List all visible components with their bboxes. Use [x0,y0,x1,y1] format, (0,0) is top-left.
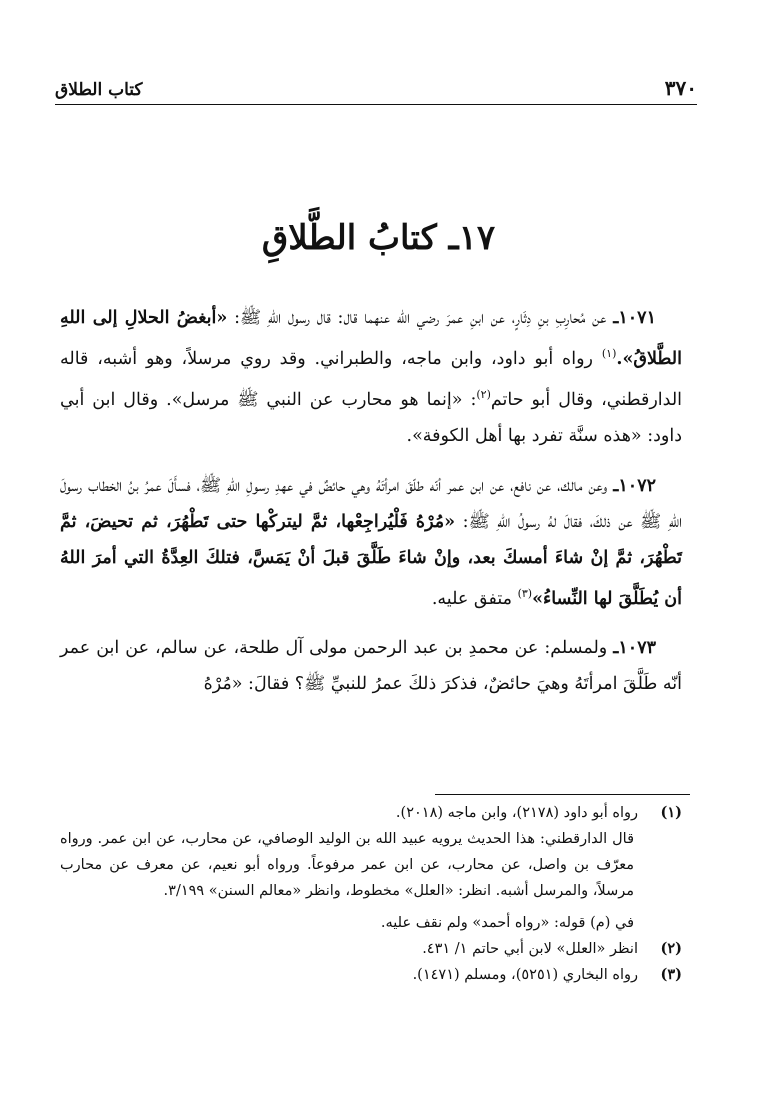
footnote-ref: (٣) [517,586,533,600]
hadith-number: ١٠٧١ـ [613,308,656,328]
running-header-title: كتاب الطلاق [55,80,143,100]
footnote-1 [60,800,682,826]
hadith-paragraph-1073 [60,630,682,702]
main-text [60,300,682,716]
hadith-quote: «أبغضُ الحلالِ إلى اللهِ الطَّلاقُ». [60,308,682,369]
footnote-3 [60,962,682,988]
footnote-1-manuscript-note: في (م) قوله: «رواه أحمد» ولم نقف عليه. [380,915,634,931]
footnote-number: (٢) [660,940,682,957]
header-divider [55,104,697,105]
footnote-number: (١) [660,804,682,821]
footnote-text: انظر «العلل» لابن أبي حاتم ١/ ٤٣١. [422,941,638,957]
paragraph-text: ولمسلم: عن محمدِ بن عبد الرحمن مولى آل طلحة، عن سالم، عن ابن عمر أنّه طَلَّقَ امرأتَهُ وهيَ حائضٌ، فذكرَ ذلكَ عمرُ للنبيِّ ﷺ؟ فقالَ: «مُرْهُ [60,638,682,695]
footnotes [60,800,682,988]
footnote-ref: (١) [601,347,617,360]
footnote-number: (٣) [660,966,682,983]
footnote-text: رواه أبو داود (٢١٧٨)، وابن ماجه (٢٠١٨). [395,805,638,821]
running-header [55,76,697,100]
chapter-title: ١٧ـ كتابُ الطَّلاقِ [261,218,496,258]
hadith-paragraph-1071 [60,300,682,454]
footnote-divider [435,794,690,795]
page-number: ٣٧٠ [664,76,697,100]
footnote-2 [60,936,682,962]
paragraph-text: متفق عليه. [431,588,512,609]
footnote-text: رواه البخاري (٥٢٥١)، ومسلم (١٤٧١). [412,967,638,983]
paragraph-text: : «إنما هو محارب عن النبي ﷺ مرسل». وقال ابن أبي داود: «هذه سنَّة تفرد بها أهل الكوفة». [60,389,682,446]
hadith-quote: «مُرْهُ فَلْيُراجِعْها، ثمَّ ليتركْها حتى تَطْهُرَ، ثم تحيضَ، ثمَّ تَطْهُرَ، ثمَّ إنْ شاءَ أمسكَ بعد، وإنْ شاءَ طَلَّقَ قبلَ أنْ يَمَسَّ، فتلكَ العِدَّةُ التي أمرَ اللهُ أن يُطَلَّقَ لها النِّساءُ» [60,511,682,609]
hadith-number: ١٠٧٢ـ [613,475,656,496]
paragraph-text: وعن مالك، عن نافع، عن ابن عمر أنّه طلّقَ امرأتَهُ وهي حائضٌ في عهدِ رسولِ اللهِ ﷺ، فسأَلَ عمرُ بنُ الخطاب رسولَ اللهِ ﷺ عن ذلكَ، فقالَ لهُ رسولُ اللهِ ﷺ: [60,475,682,532]
paragraph-text: رواه أبو داود، وابن ماجه، والطبراني. وقد روي مرسلاً، وهو أشبه، قاله الدارقطني، وقال أبو حاتم [60,348,683,410]
footnote-1-note: قال الدارقطني: هذا الحديث يرويه عبيد الله بن الوليد الوصافي، عن محارب، عن ابن عمر. ورواه معرّف بن واصل، عن محارب، عن ابن عمر مرفوعاً. ورواه أبو نعيم، عن معرف عن محارب مرسلاً، والمرسل أشبه. انظر: «العلل» مخطوط، وانظر «معالم السنن» ٣/١٩٩. [60,831,634,899]
hadith-paragraph-1072 [60,468,682,617]
footnote-ref: (٢) [476,387,491,401]
paragraph-text: عن مُحارِبِ بنِ دِثَارٍ، عن ابنِ عمرَ رضي الله عنهما قال: قال رسول اللهِ ﷺ: [234,308,607,328]
hadith-number: ١٠٧٣ـ [613,638,656,659]
